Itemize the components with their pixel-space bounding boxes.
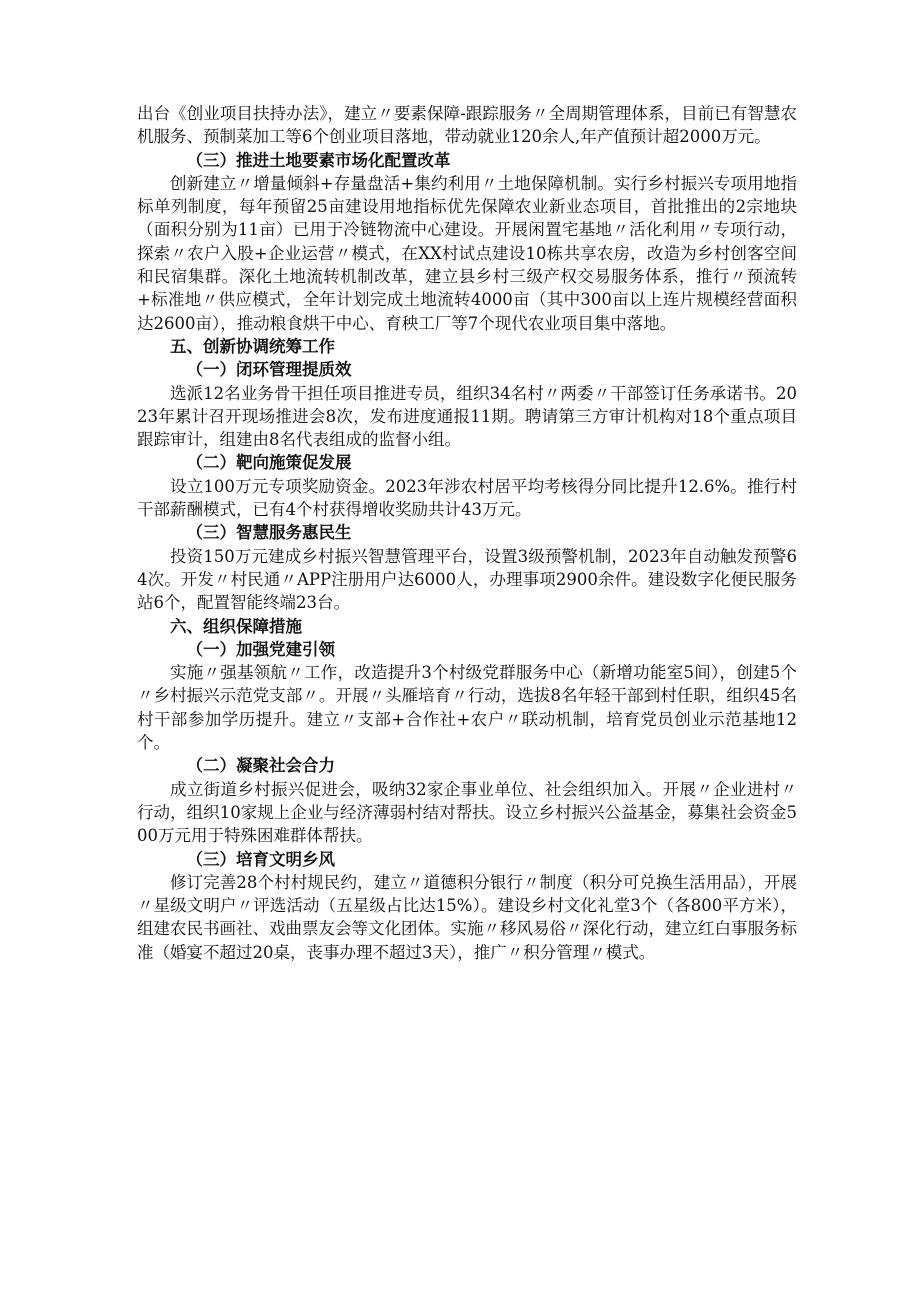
paragraph-party-building: 实施〃强基领航〃工作，改造提升3个村级党群服务中心（新增功能室5间），创建5个〃乡村振兴示范党支部〃。开展〃头雁培育〃行动，选拔8名年轻干部到村任职，组织45名村干部参加学历提升。建立〃支部+合作社+农户〃联动机制，培育党员创业示范基地12个。: [137, 663, 797, 753]
paragraph-land-reform: 创新建立〃增量倾斜+存量盘活+集约利用〃土地保障机制。实行乡村振兴专项用地指标单列制度，每年预留25亩建设用地指标优先保障农业新业态项目，首批推出的2宗地块（面积分别为11亩）已用于冷链物流中心建设。开展闲置宅基地〃活化利用〃专项行动，探索〃农户入股+企业运营〃模式，在XX村试点建设10栋共享农房，改造为乡村创客空间和民宿集群。深化土地流转机制改革，建立县乡村三级产权交易服务体系，推行〃预流转+标准地〃供应模式，全年计划完成土地流转4000亩（其中300亩以上连片规模经营面积达2600亩），推动粮食烘干中心、育秧工厂等7个现代农业项目集中落地。: [137, 173, 797, 333]
paragraph-entrepreneurship-support: 出台《创业项目扶持办法》，建立〃要素保障-跟踪服务〃全周期管理体系，目前已有智慧农机服务、预制菜加工等6个创业项目落地，带动就业120余人,年产值预计超2000万元。: [137, 104, 797, 147]
paragraph-civilized-customs: 修订完善28个村村规民约，建立〃道德积分银行〃制度（积分可兑换生活用品），开展〃星级文明户〃评选活动（五星级占比达15%）。建设乡村文化礼堂3个（各800平方米），组建农民书画社、戏曲票友会等文化团体。实施〃移风易俗〃深化行动，建立红白事服务标准（婚宴不超过20桌，丧事办理不超过3天），推广〃积分管理〃模式。: [137, 872, 797, 962]
document-page: [137, 102, 797, 964]
subheading-closed-loop: （一）闭环管理提质效: [186, 360, 352, 380]
subheading-smart-service: （三）智慧服务惠民生: [186, 523, 352, 543]
subheading-land-reform: （三）推进土地要素市场化配置改革: [186, 150, 451, 170]
subheading-civilized-customs: （三）培育文明乡风: [186, 849, 335, 869]
subheading-targeted-policy: （二）靶向施策促发展: [186, 453, 352, 473]
heading-organization: 六、组织保障措施: [170, 616, 302, 636]
paragraph-social-forces: 成立街道乡村振兴促进会，吸纳32家企事业单位、社会组织加入。开展〃企业进村〃行动，组织10家规上企业与经济薄弱村结对帮扶。设立乡村振兴公益基金，募集社会资金500万元用于特殊困难群体帮扶。: [137, 779, 797, 846]
paragraph-closed-loop: 选派12名业务骨干担任项目推进专员，组织34名村〃两委〃干部签订任务承诺书。2023年累计召开现场推进会8次，发布进度通报11期。聘请第三方审计机构对18个重点项目跟踪审计，组建由8名代表组成的监督小组。: [137, 383, 797, 450]
subheading-party-building: （一）加强党建引领: [186, 639, 335, 659]
heading-coordination: 五、创新协调统筹工作: [170, 336, 335, 356]
subheading-social-forces: （二）凝聚社会合力: [186, 756, 335, 776]
paragraph-smart-service: 投资150万元建成乡村振兴智慧管理平台，设置3级预警机制，2023年自动触发预警64次。开发〃村民通〃APP注册用户达6000人，办理事项2900余件。建设数字化便民服务站6个，配置智能终端23台。: [137, 546, 797, 613]
paragraph-targeted-policy: 设立100万元专项奖励资金。2023年涉农村居平均考核得分同比提升12.6%。推行村干部薪酬模式，已有4个村获得增收奖励共计43万元。: [137, 476, 797, 520]
